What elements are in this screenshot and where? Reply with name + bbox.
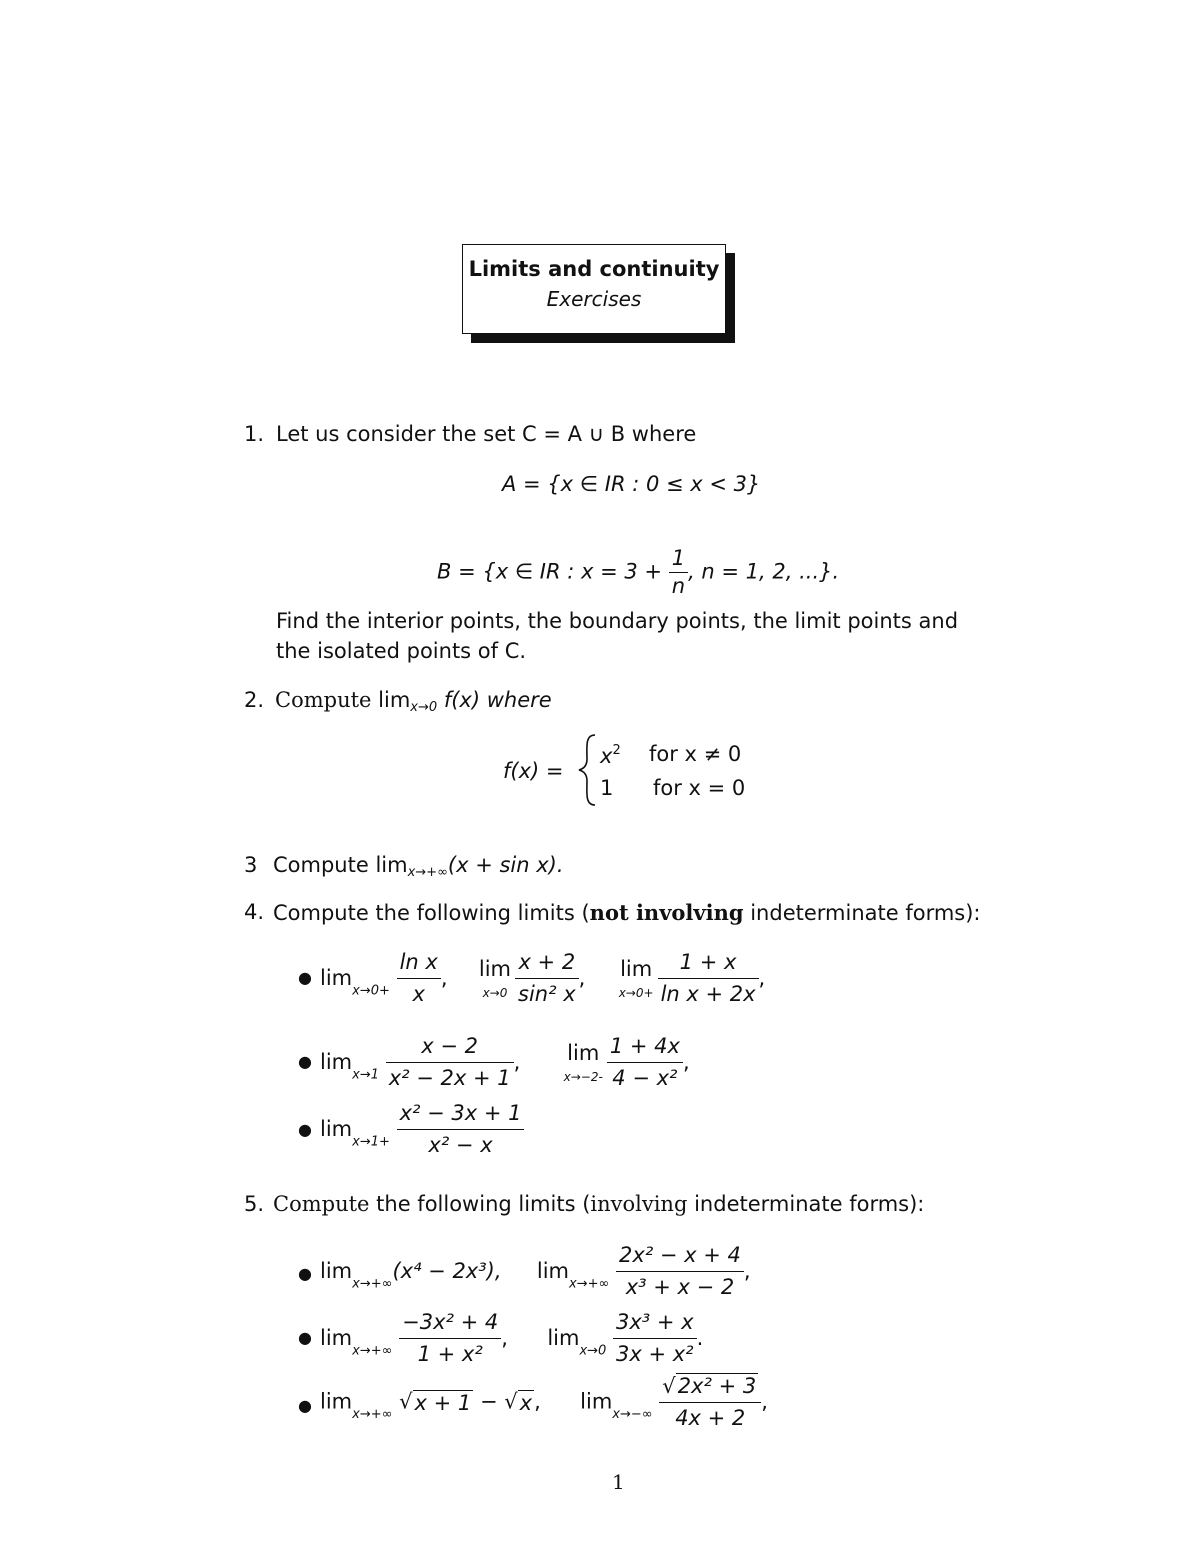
exercise-2-statement — [275, 690, 552, 714]
ex5-r3-frac-2: $\frac{\text{√2x² + 3}}{4x + 2}$ — [659, 1373, 761, 1431]
exercise-3-compute: Compute — [273, 853, 369, 877]
case-2-condition: for x = 0 — [653, 776, 746, 800]
bullet-5-1: ● — [298, 1264, 312, 1283]
ex5-r2-frac-1: $\frac{\text{−3x² + 4}}{\text{1 + x²}}$ — [399, 1310, 501, 1367]
document-subtitle: Exercises — [546, 287, 642, 311]
set-b-frac-numerator: 1 — [669, 548, 688, 573]
exercise-1-number: 1. — [244, 422, 265, 446]
ex5-r1-frac-2: $\frac{\text{2x² − x + 4}}{\text{x³ + x − 2}}$ — [616, 1243, 744, 1300]
set-b-definition — [437, 548, 839, 597]
ex4-row3: $\lim_{x\to 1+}$ $\frac{\text{x² − 3x + 1}}{\text{x² − x}}$ — [320, 1101, 524, 1158]
exercise-3-statement — [273, 855, 564, 879]
exercise-4-intro — [273, 902, 981, 924]
bullet-4-1: ● — [298, 968, 312, 987]
exercise-3-lim: lim — [375, 853, 408, 877]
exercise-2-number: 2. — [244, 688, 265, 712]
exercise-3-lim-sub: x→+∞ — [407, 865, 448, 880]
ex4-r1-lim-3: lim x→0+ — [618, 957, 654, 1000]
exercise-1-intro: Let us consider the set C = A ∪ B where — [276, 422, 697, 446]
ex4-r1-frac-1: $\frac{\text{ln x}}{x}$ — [397, 950, 441, 1007]
set-b-fraction — [669, 548, 688, 597]
set-b-suffix: , n = 1, 2, ...}. — [688, 559, 840, 584]
exercise-4-intro-pre: Compute the following limits ( — [273, 901, 590, 925]
exercise-1-task-line-2: the isolated points of C. — [276, 639, 527, 663]
ex5-row2: $\lim_{x\to+\infty}$ $\frac{\text{−3x² + 4}}{\text{1 + x²}}$ , $\lim_{x\to 0}$ $\frac{\text{3x³ + x}}{\text{3x + x²}}$ . — [320, 1310, 704, 1367]
ex5-r3-sqrt-2: x — [519, 1391, 533, 1416]
bullet-5-2: ● — [298, 1328, 312, 1347]
set-a-definition: A = {x ∈ IR : 0 ≤ x < 3} — [502, 472, 761, 496]
ex4-r2-frac-1: $\frac{x - 2}{\text{x² − 2x + 1}}$ — [386, 1034, 514, 1091]
ex4-r1-lim-2: lim x→0 — [478, 957, 512, 1000]
exercise-2-lim-sub: x→0 — [410, 700, 438, 715]
page-number: 1 — [612, 1470, 625, 1494]
piecewise-brace — [577, 733, 599, 807]
exercise-2-rest: f(x) where — [443, 688, 552, 712]
ex4-row2: $\lim_{x\to 1}$ $\frac{x - 2}{\text{x² − 2x + 1}}$ , lim x→−2- $\frac{1 + 4x}{\text{4 − x²}}$ , — [320, 1034, 690, 1091]
exercise-4-intro-post: indeterminate forms): — [750, 901, 981, 925]
exercise-5-intro — [273, 1194, 924, 1215]
bullet-5-3: ● — [298, 1396, 312, 1415]
document-title: Limits and continuity — [468, 257, 720, 281]
exercise-3-number: 3 — [244, 853, 258, 877]
piecewise-fx-label: f(x) = — [503, 759, 564, 783]
exercise-3-rest: (x + sin x). — [447, 853, 564, 877]
ex5-r3-sqrt-1: x + 1 — [414, 1391, 472, 1416]
bullet-4-2: ● — [298, 1052, 312, 1071]
ex4-r1-frac-3: $\frac{1 + x}{\text{ln x + 2x}}$ — [658, 950, 759, 1007]
case-2-value: 1 — [600, 776, 614, 800]
set-b-frac-denominator: n — [671, 574, 686, 598]
exercise-5-number: 5. — [244, 1192, 265, 1216]
exercise-5-intro-mid: the following limits ( — [376, 1192, 591, 1216]
exercise-1-task-line-1: Find the interior points, the boundary points, the limit points and — [276, 609, 959, 633]
ex5-row3: $\lim_{x\to+\infty} √x + 1 - √x$, $\lim_{x\to-\infty}$ $\frac{\text{√2x² + 3}}{4x + 2}$ , — [320, 1374, 768, 1431]
exercise-5-compute: Compute — [273, 1192, 370, 1216]
ex4-r2-frac-2: $\frac{1 + 4x}{\text{4 − x²}}$ — [607, 1034, 683, 1091]
title-box — [462, 244, 726, 334]
exercise-4-intro-bold: not involving — [589, 900, 744, 925]
bullet-4-3: ● — [298, 1120, 312, 1139]
ex5-row1: $\lim_{x\to+\infty}(x^4 - 2x^3)$, $\lim_{x\to+\infty}$ $\frac{\text{2x² − x + 4}}{\text{x³ + x − 2}}$ , — [320, 1243, 751, 1300]
ex4-r1-frac-2: $\frac{x + 2}{\text{sin² x}}$ — [515, 950, 579, 1007]
ex4-row1: $\lim_{x\to 0+}$ $\frac{\text{ln x}}{x}$ , lim x→0 $\frac{x + 2}{\text{sin² x}}$ , lim x→0+ $\frac{1 + x}{\text{ln x + 2x}}$ , — [320, 950, 766, 1007]
exercise-2-lim: lim — [378, 688, 411, 712]
set-b-prefix: B = {x ∈ IR : x = 3 + — [437, 559, 663, 584]
exercise-5-intro-bold: involving — [590, 1192, 688, 1216]
case-1-condition: for x ≠ 0 — [649, 742, 742, 766]
exercise-4-number: 4. — [244, 900, 265, 924]
ex4-r2-lim-2: lim x→−2- — [563, 1041, 603, 1084]
case-1-value: $x^2$ — [600, 743, 621, 768]
exercise-2-compute: Compute — [275, 688, 372, 712]
ex5-r2-frac-2: $\frac{\text{3x³ + x}}{\text{3x + x²}}$ — [613, 1310, 697, 1367]
exercise-5-intro-post: indeterminate forms): — [694, 1192, 925, 1216]
ex4-r3-frac-1: $\frac{\text{x² − 3x + 1}}{\text{x² − x}}$ — [397, 1101, 525, 1158]
